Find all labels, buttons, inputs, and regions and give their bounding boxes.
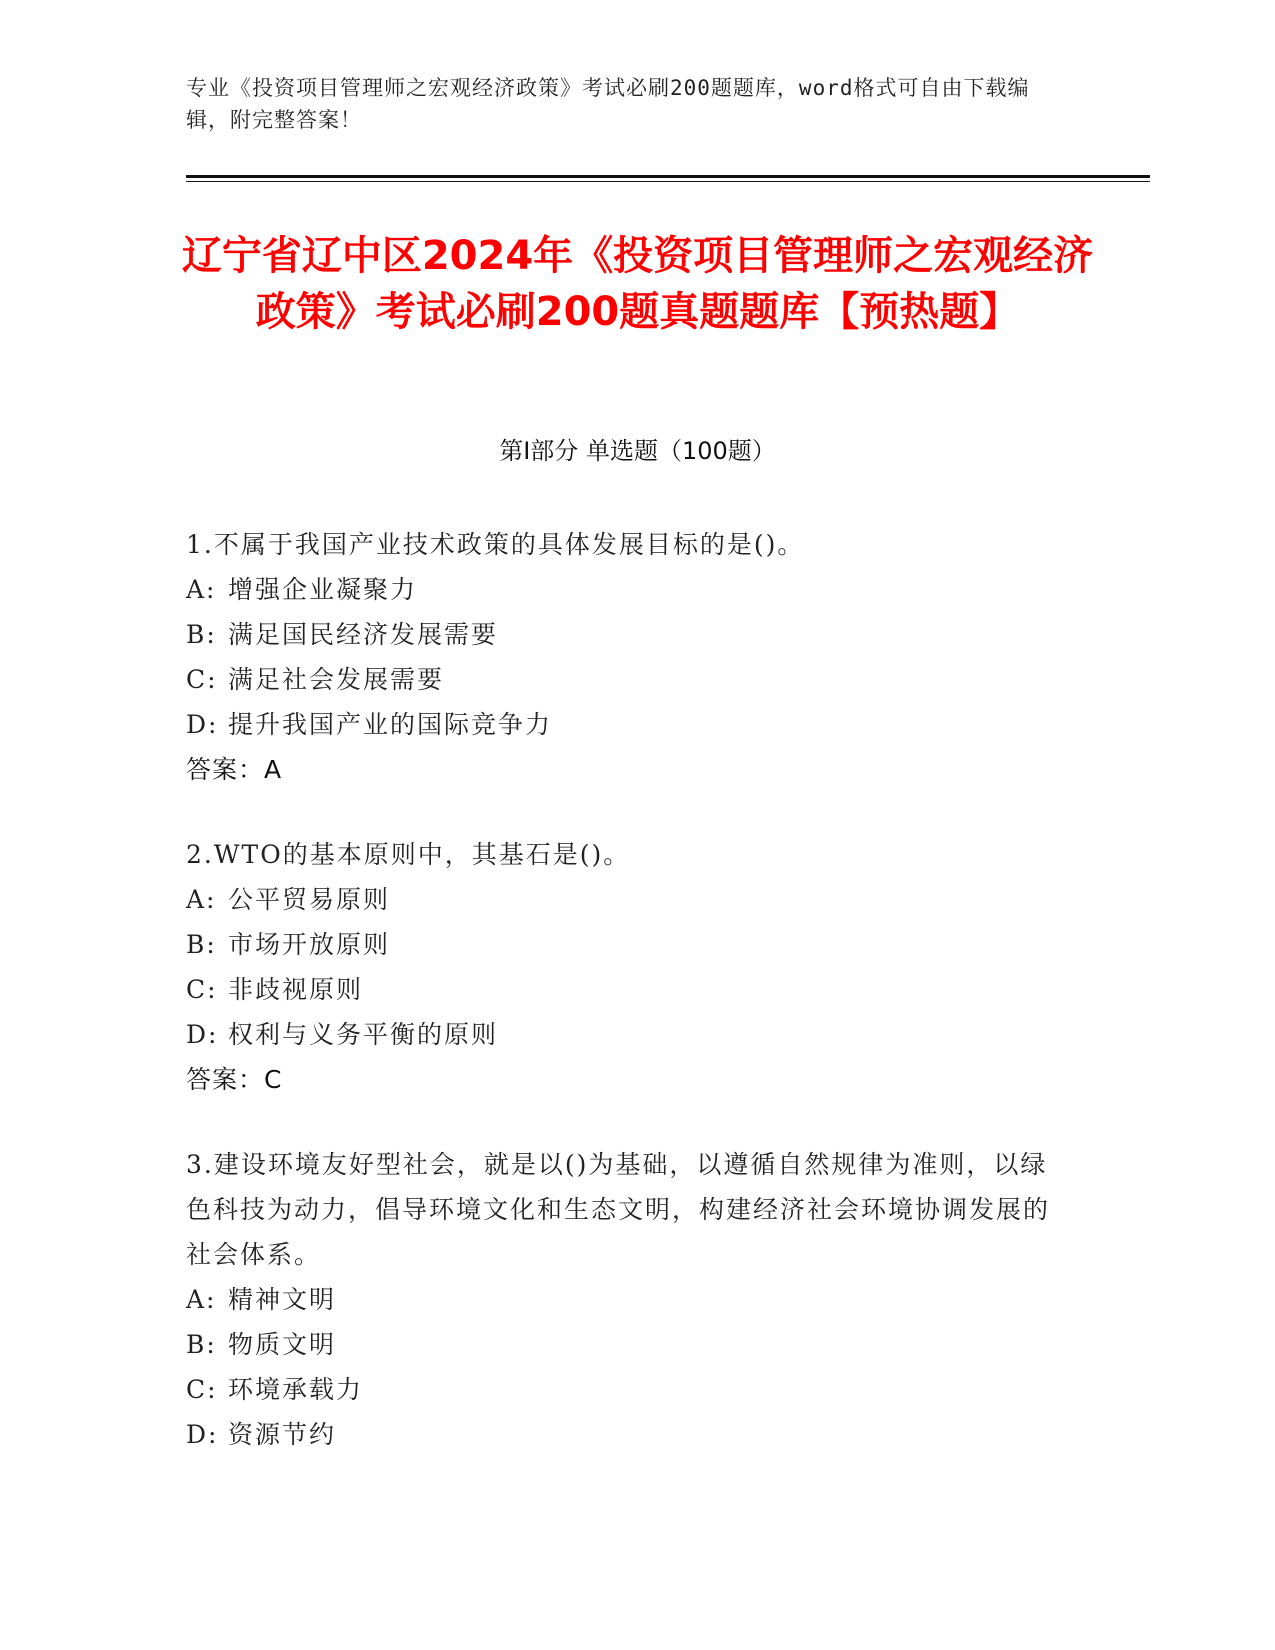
header-rule-thin <box>186 181 1150 182</box>
option-a <box>186 567 1066 612</box>
option-d <box>186 702 1066 747</box>
option-key: C: <box>186 1375 218 1404</box>
option-text: 提升我国产业的国际竞争力 <box>228 710 553 739</box>
option-c <box>186 967 1066 1012</box>
option-key: B: <box>186 1330 217 1359</box>
question-3 <box>186 1142 1066 1457</box>
option-key: D: <box>186 710 219 739</box>
document-title: 辽宁省辽中区2024年《投资项目管理师之宏观经济政策》考试必刷200题真题题库【预热题】 <box>181 233 1094 335</box>
option-key: C: <box>186 975 218 1004</box>
option-text: 非歧视原则 <box>228 975 364 1004</box>
answer: 答案：C <box>186 1065 283 1094</box>
answer: 答案：A <box>186 755 283 784</box>
option-c <box>186 1367 1066 1412</box>
option-text: 资源节约 <box>228 1420 337 1449</box>
header-note: 专业《投资项目管理师之宏观经济政策》考试必刷200题题库，word格式可自由下载编辑，附完整答案！ <box>186 76 1030 132</box>
option-key: D: <box>186 1020 219 1049</box>
option-key: D: <box>186 1420 219 1449</box>
question-stem: 1.不属于我国产业技术政策的具体发展目标的是()。 <box>186 530 805 559</box>
option-text: 精神文明 <box>228 1285 337 1314</box>
option-a <box>186 877 1066 922</box>
question-stem: 3.建设环境友好型社会，就是以()为基础，以遵循自然规律为准则，以绿色科技为动力，倡导环境文化和生态文明，构建经济社会环境协调发展的社会体系。 <box>186 1150 1051 1269</box>
question-2 <box>186 832 1066 1102</box>
option-key: C: <box>186 665 218 694</box>
option-b <box>186 1322 1066 1367</box>
header-rule-thick <box>186 175 1150 178</box>
question-list <box>186 522 1066 1497</box>
option-text: 公平贸易原则 <box>228 885 391 914</box>
section-heading: 第I部分 单选题（100题） <box>499 437 776 465</box>
option-text: 市场开放原则 <box>228 930 391 959</box>
question-1 <box>186 522 1066 792</box>
option-b <box>186 612 1066 657</box>
option-key: B: <box>186 620 217 649</box>
question-stem: 2.WTO的基本原则中，其基石是()。 <box>186 840 631 869</box>
option-text: 满足国民经济发展需要 <box>228 620 499 649</box>
option-text: 环境承载力 <box>228 1375 364 1404</box>
option-text: 满足社会发展需要 <box>228 665 445 694</box>
option-key: B: <box>186 930 217 959</box>
option-text: 物质文明 <box>228 1330 337 1359</box>
option-d <box>186 1012 1066 1057</box>
option-d <box>186 1412 1066 1457</box>
option-text: 权利与义务平衡的原则 <box>228 1020 499 1049</box>
option-text: 增强企业凝聚力 <box>228 575 418 604</box>
option-a <box>186 1277 1066 1322</box>
option-key: A: <box>186 575 217 604</box>
option-b <box>186 922 1066 967</box>
option-key: A: <box>186 1285 217 1314</box>
option-key: A: <box>186 885 217 914</box>
option-c <box>186 657 1066 702</box>
